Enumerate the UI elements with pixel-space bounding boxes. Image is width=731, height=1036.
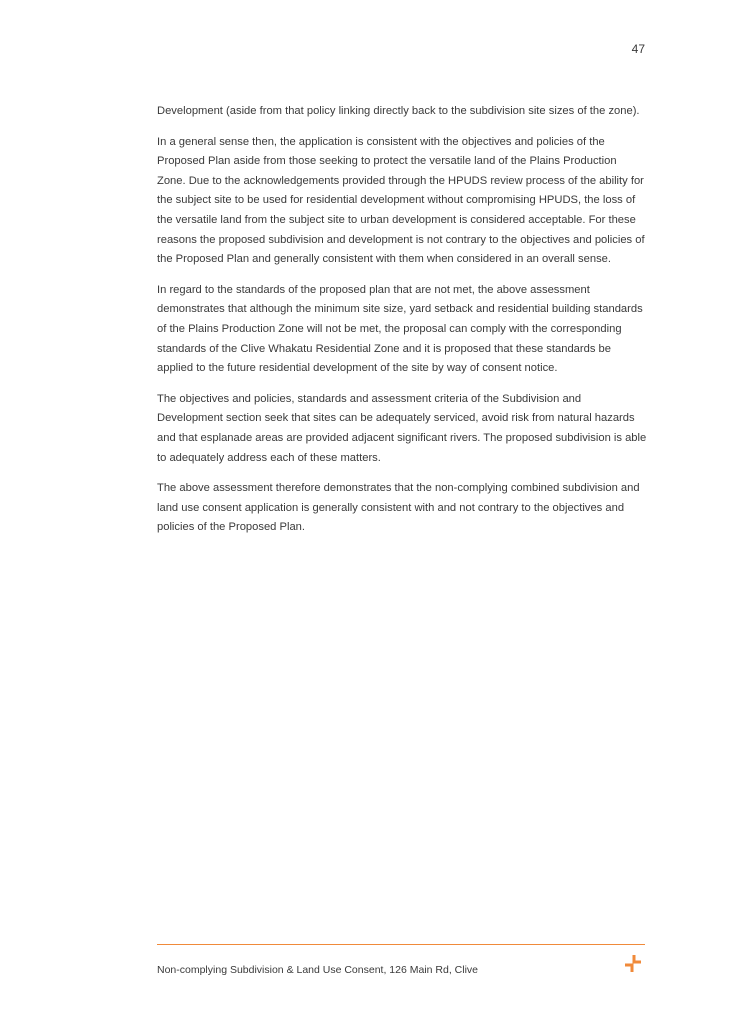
paragraph: The objectives and policies, standards and assessment criteria of the Subdivision and Development section seek that sites can be adequately serviced, avoid risk from natural hazards and that esplanade areas are provided adjacent significant rivers. The proposed subdivision is able to adequately address each of these matters. (157, 392, 647, 464)
footer-divider (157, 944, 645, 945)
paragraph: The above assessment therefore demonstrates that the non-complying combined subdivision and land use consent application is generally consistent with and not contrary to the objectives and policies of the Proposed Plan. (157, 482, 640, 534)
corner-brackets-logo-icon (623, 954, 643, 974)
paragraph: Development (aside from that policy linking directly back to the subdivision site sizes of the zone). (157, 105, 640, 117)
document-body (157, 102, 647, 549)
footer-text: Non-complying Subdivision & Land Use Consent, 126 Main Rd, Clive (157, 964, 478, 976)
page-number: 47 (631, 42, 645, 56)
paragraph: In regard to the standards of the proposed plan that are not met, the above assessment demonstrates that although the minimum site size, yard setback and residential building standards of the Plains Production Zone will not be met, the proposal can comply with the corresponding standards of the Clive Whakatu Residential Zone and it is proposed that these standards be applied to the future residential development of the site by way of consent notice. (157, 283, 643, 375)
paragraph: In a general sense then, the application is consistent with the objectives and policies of the Proposed Plan aside from those seeking to protect the versatile land of the Plains Production Zone. Due to the acknowledgements provided through the HPUDS review process of the ability for the subject site to be used for residential development without compromising HPUDS, the loss of the versatile land from the subject site to urban development is considered acceptable. For these reasons the proposed subdivision and development is not contrary to the objectives and policies of the Proposed Plan and generally consistent with them when considered in an overall sense. (157, 135, 645, 266)
